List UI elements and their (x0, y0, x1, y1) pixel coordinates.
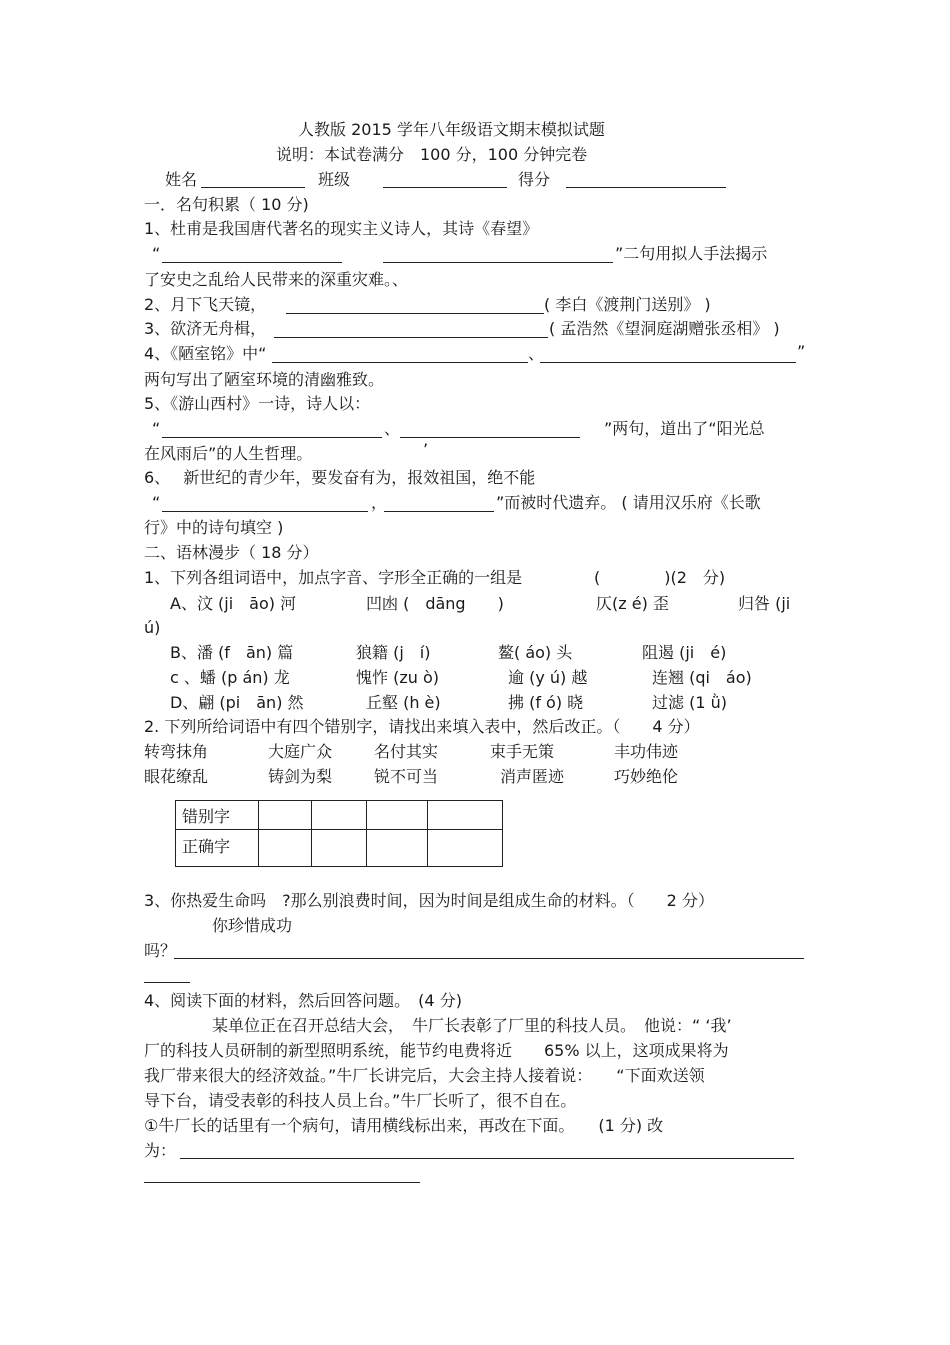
q1-4-text: 4、《陋室铭》中“ (144, 344, 267, 363)
q1-5-text-2: ”两句，道出了“阳光总 (604, 419, 765, 438)
q1-1-text: 1、杜甫是我国唐代著名的现实主义诗人，其诗《春望》 (144, 219, 539, 238)
sub-question-1-answer-line[interactable] (180, 1158, 794, 1159)
q2-3-answer-line-2[interactable] (144, 982, 190, 983)
class-label: 班级 (318, 170, 351, 189)
name-field[interactable] (201, 187, 305, 188)
passage-line-2: 厂的科技人员研制的新型照明系统，能节约电费将近 65% 以上，这项成果将为 (144, 1041, 729, 1060)
q1-5-blank-1[interactable] (162, 437, 382, 438)
word: 巧妙绝伦 (614, 767, 679, 786)
word: 大庭广众 (268, 742, 333, 761)
q1-5-sep: 、 (384, 419, 401, 438)
q1-2-blank[interactable] (286, 313, 544, 314)
word: 锐不可当 (374, 767, 439, 786)
option-d-3: 拂 (f ó) 晓 (508, 693, 584, 712)
q1-4-close-quote: ” (797, 342, 806, 361)
q1-6-blank-1[interactable] (162, 511, 368, 512)
score-field[interactable] (566, 187, 726, 188)
q1-6-text-2: ”而被时代遗弃。 ( 请用汉乐府《长歌 (496, 493, 761, 512)
q2-3-answer-line[interactable] (174, 958, 804, 959)
q1-3-blank[interactable] (274, 337, 548, 338)
answer-cell[interactable] (367, 830, 428, 867)
table-row (176, 801, 503, 830)
q2-3-text-2: 你珍惜成功 (212, 916, 293, 935)
passage-line-4: 导下台，请受表彰的科技人员上台。”牛厂长听了，很不自在。 (144, 1091, 577, 1110)
option-b-2: 狼籍 (j í) (356, 643, 431, 662)
q1-6-blank-2[interactable] (384, 511, 494, 512)
correction-table (175, 800, 503, 867)
q1-5-mark: ’ (423, 440, 429, 459)
q2-3-text-3: 吗？ (144, 941, 177, 960)
table-row (176, 830, 503, 867)
q1-4-text-2: 两句写出了陋室环境的清幽雅致。 (144, 370, 385, 389)
answer-cell[interactable] (312, 801, 367, 830)
q1-4-sep: 、 (528, 344, 545, 363)
q1-5-text-3: 在风雨后”的人生哲理。 (144, 444, 313, 463)
q1-5-blank-2[interactable] (400, 437, 580, 438)
word: 丰功伟迹 (614, 742, 679, 761)
option-d-1: D、翩 (pi ān) 然 (170, 693, 304, 712)
answer-cell[interactable] (428, 801, 503, 830)
page-title: 人教版 2015 学年八年级语文期末模拟试题 (298, 120, 605, 139)
q2-4-text: 4、阅读下面的材料，然后回答问题。 (4 分) (144, 991, 462, 1010)
q1-6-sep: ， (371, 493, 388, 512)
option-c-4: 连翘 (qi áo) (652, 668, 752, 687)
option-a-1: A、汶 (ji āo) 河 (170, 594, 297, 613)
q2-1-text: 1、下列各组词语中，加点字音、字形全正确的一组是 (144, 568, 523, 587)
sub-question-1: ①牛厂长的话里有一个病句，请用横线标出来，再改在下面。 (1 分) 改 (144, 1116, 664, 1135)
q2-2-text: 2. 下列所给词语中有四个错别字，请找出来填入表中，然后改正。（ 4 分） (144, 717, 700, 736)
option-b-3: 鳌( áo) 头 (498, 643, 573, 662)
row-header: 正确字 (176, 830, 259, 867)
q1-3-text: 3、欲济无舟楫， (144, 319, 267, 338)
word: 铸剑为梨 (268, 767, 333, 786)
option-c-1: c 、蟠 (p án) 龙 (170, 668, 290, 687)
q1-1-blank-2[interactable] (383, 262, 613, 263)
option-d-4: 过滤 (1 ǜ) (652, 693, 727, 712)
q1-5-open-quote: “ (152, 419, 161, 438)
section-1-heading: 一．名句积累（ 10 分) (144, 195, 309, 214)
q1-4-blank-1[interactable] (272, 362, 528, 363)
q1-1-text-2: ”二句用拟人手法揭示 (615, 244, 768, 263)
q2-3-text: 3、你热爱生命吗 ?那么别浪费时间，因为时间是组成生命的材料。（ 2 分） (144, 891, 714, 910)
option-b-1: B、潘 (f ān) 篇 (170, 643, 294, 662)
q1-6-text: 6、 新世纪的青少年，要发奋有为，报效祖国，绝不能 (144, 468, 536, 487)
q1-6-open-quote: “ (152, 493, 161, 512)
q1-5-text: 5、《游山西村》一诗，诗人以： (144, 394, 371, 413)
option-d-2: 丘壑 (h è) (366, 693, 441, 712)
sub-question-1-answer-line-2[interactable] (144, 1182, 420, 1183)
class-field[interactable] (383, 187, 507, 188)
row-header: 错别字 (176, 801, 259, 830)
passage-line-1: 某单位正在召开总结大会， 牛厂长表彰了厂里的科技人员。 他说：“ ‘我’ (212, 1016, 732, 1035)
sub-question-1-b: 为： (144, 1141, 177, 1160)
option-b-4: 阻遏 (ji é) (642, 643, 727, 662)
option-a-2: 凹凼 ( dāng ) (366, 594, 504, 613)
answer-cell[interactable] (428, 830, 503, 867)
option-a-3: 仄(z é) 歪 (596, 594, 669, 613)
section-2-heading: 二、语林漫步（ 18 分） (144, 543, 319, 562)
option-a-4: 归咎 (ji (738, 594, 791, 613)
q1-6-text-3: 行》中的诗句填空 ) (144, 518, 284, 537)
option-a-wrap: ú) (144, 618, 161, 637)
q2-1-answer-paren: ( )(2 分) (594, 568, 726, 587)
word: 名付其实 (374, 742, 439, 761)
q1-1-open-quote: “ (152, 244, 161, 263)
word: 转弯抹角 (144, 742, 209, 761)
q1-2-text: 2、月下飞天镜， (144, 295, 267, 314)
q1-4-blank-2[interactable] (540, 362, 796, 363)
score-label: 得分 (518, 170, 551, 189)
option-c-3: 逾 (y ú) 越 (508, 668, 588, 687)
q1-1-blank-1[interactable] (162, 262, 342, 263)
name-label: 姓名 (165, 170, 198, 189)
q1-2-source: ( 李白《渡荆门送别》 ) (544, 295, 711, 314)
q1-3-source: ( 孟浩然《望洞庭湖赠张丞相》 ) (549, 319, 780, 338)
answer-cell[interactable] (312, 830, 367, 867)
answer-cell[interactable] (259, 830, 312, 867)
answer-cell[interactable] (259, 801, 312, 830)
instructions: 说明：本试卷满分 100 分，100 分钟完卷 (276, 145, 588, 164)
passage-line-3: 我厂带来很大的经济效益。”牛厂长讲完后，大会主持人接着说： “下面欢送领 (144, 1066, 705, 1085)
q1-1-text-3: 了安史之乱给人民带来的深重灾难。、 (144, 270, 409, 289)
word: 消声匿迹 (500, 767, 565, 786)
answer-cell[interactable] (367, 801, 428, 830)
option-c-2: 愧怍 (zu ò) (356, 668, 439, 687)
word: 束手无策 (490, 742, 555, 761)
word: 眼花缭乱 (144, 767, 209, 786)
